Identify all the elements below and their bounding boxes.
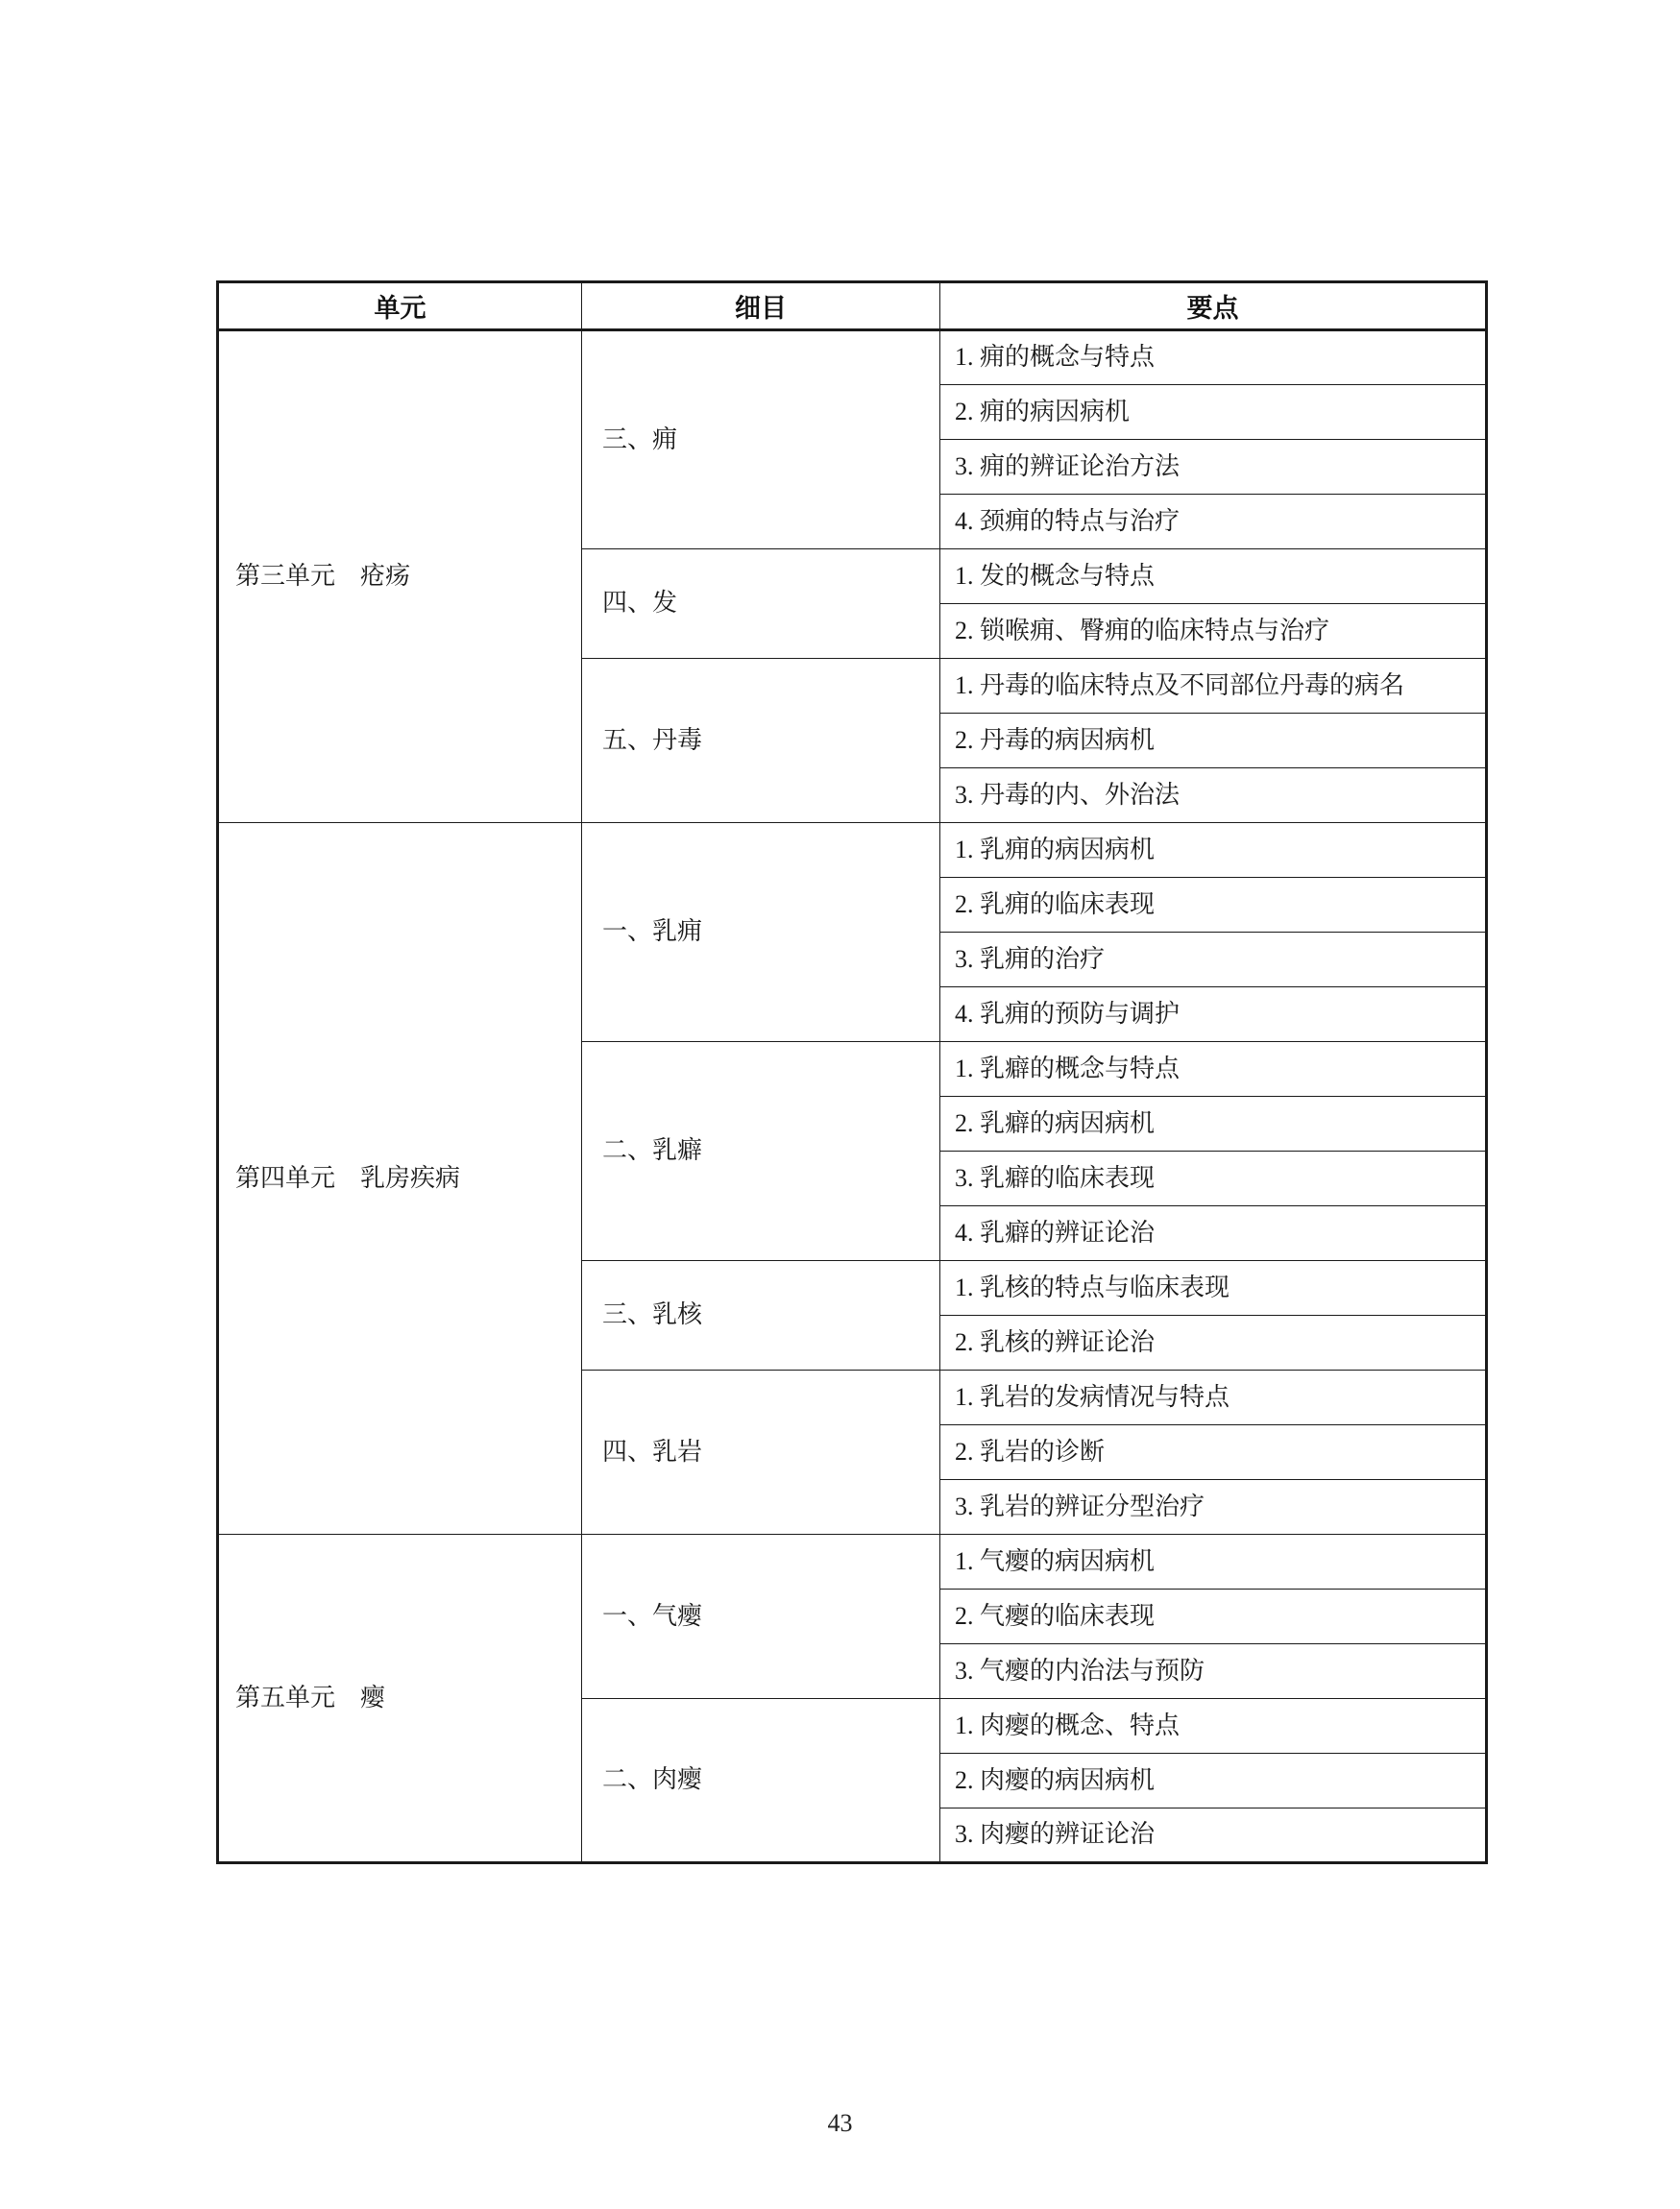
unit-cell: 第五单元 瘿 xyxy=(218,1535,582,1863)
point-cell: 4. 颈痈的特点与治疗 xyxy=(940,495,1487,549)
unit-cell: 第四单元 乳房疾病 xyxy=(218,823,582,1535)
point-cell: 1. 乳岩的发病情况与特点 xyxy=(940,1371,1487,1425)
point-cell: 3. 乳岩的辨证分型治疗 xyxy=(940,1480,1487,1535)
point-cell: 2. 丹毒的病因病机 xyxy=(940,714,1487,768)
point-cell: 1. 发的概念与特点 xyxy=(940,549,1487,604)
syllabus-table xyxy=(216,280,1488,1864)
point-cell: 1. 丹毒的临床特点及不同部位丹毒的病名 xyxy=(940,659,1487,714)
point-cell: 1. 乳核的特点与临床表现 xyxy=(940,1261,1487,1316)
point-cell: 3. 乳癖的临床表现 xyxy=(940,1152,1487,1206)
point-cell: 1. 乳痈的病因病机 xyxy=(940,823,1487,878)
table-row xyxy=(218,1535,1487,1590)
detail-cell: 二、乳癖 xyxy=(582,1042,940,1261)
detail-cell: 四、发 xyxy=(582,549,940,659)
header-cell-unit: 单元 xyxy=(218,282,582,330)
point-cell: 1. 痈的概念与特点 xyxy=(940,330,1487,385)
point-cell: 2. 乳核的辨证论治 xyxy=(940,1316,1487,1371)
point-cell: 2. 痈的病因病机 xyxy=(940,385,1487,440)
point-cell: 1. 乳癖的概念与特点 xyxy=(940,1042,1487,1097)
point-cell: 4. 乳癖的辨证论治 xyxy=(940,1206,1487,1261)
syllabus-table-header xyxy=(218,282,1487,330)
point-cell: 3. 痈的辨证论治方法 xyxy=(940,440,1487,495)
point-cell: 1. 肉瘿的概念、特点 xyxy=(940,1699,1487,1754)
detail-cell: 五、丹毒 xyxy=(582,659,940,823)
header-cell-detail: 细目 xyxy=(582,282,940,330)
point-cell: 2. 锁喉痈、臀痈的临床特点与治疗 xyxy=(940,604,1487,659)
detail-cell: 四、乳岩 xyxy=(582,1371,940,1535)
header-row xyxy=(218,282,1487,330)
unit-cell: 第三单元 疮疡 xyxy=(218,330,582,823)
table-row xyxy=(218,330,1487,385)
point-cell: 3. 气瘿的内治法与预防 xyxy=(940,1644,1487,1699)
syllabus-table-body xyxy=(218,330,1487,1863)
point-cell: 2. 气瘿的临床表现 xyxy=(940,1590,1487,1644)
table-row xyxy=(218,823,1487,878)
point-cell: 3. 肉瘿的辨证论治 xyxy=(940,1808,1487,1863)
point-cell: 1. 气瘿的病因病机 xyxy=(940,1535,1487,1590)
header-cell-point: 要点 xyxy=(940,282,1487,330)
detail-cell: 三、痈 xyxy=(582,330,940,549)
detail-cell: 一、气瘿 xyxy=(582,1535,940,1699)
point-cell: 4. 乳痈的预防与调护 xyxy=(940,987,1487,1042)
point-cell: 2. 乳癖的病因病机 xyxy=(940,1097,1487,1152)
page-number: 43 xyxy=(827,2109,853,2137)
detail-cell: 二、肉瘿 xyxy=(582,1699,940,1863)
point-cell: 2. 乳岩的诊断 xyxy=(940,1425,1487,1480)
detail-cell: 三、乳核 xyxy=(582,1261,940,1371)
detail-cell: 一、乳痈 xyxy=(582,823,940,1042)
point-cell: 2. 乳痈的临床表现 xyxy=(940,878,1487,933)
point-cell: 3. 乳痈的治疗 xyxy=(940,933,1487,987)
point-cell: 3. 丹毒的内、外治法 xyxy=(940,768,1487,823)
point-cell: 2. 肉瘿的病因病机 xyxy=(940,1754,1487,1808)
